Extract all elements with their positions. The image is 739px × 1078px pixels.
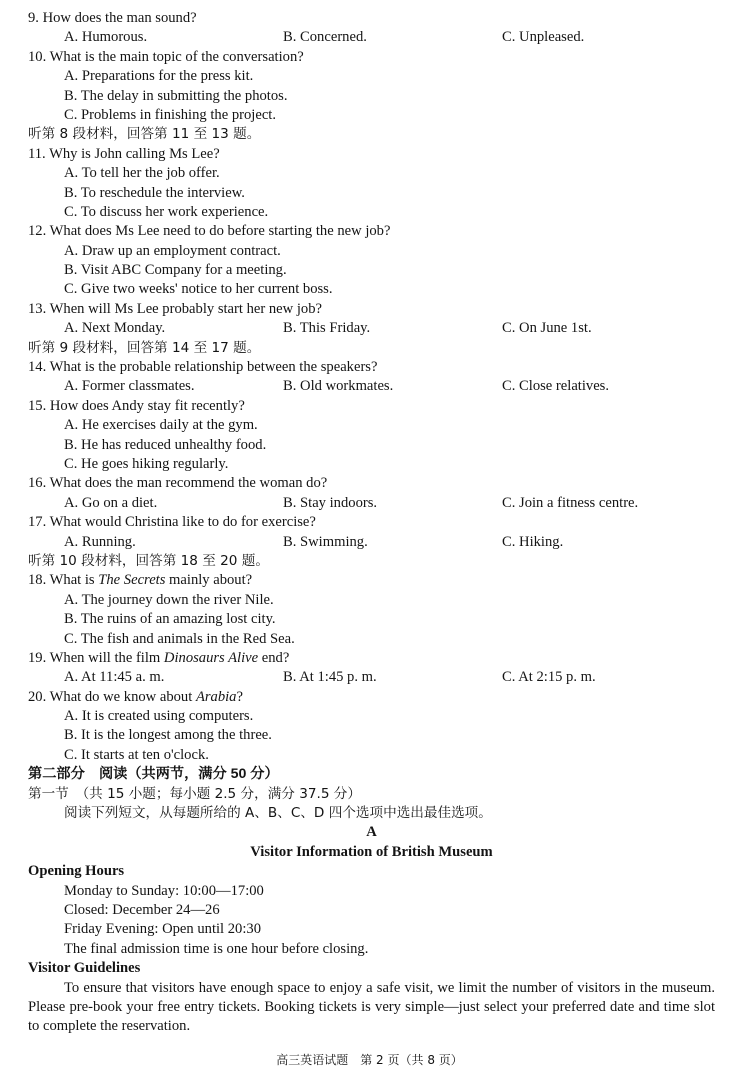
question-11: 11. Why is John calling Ms Lee? [28, 145, 220, 162]
option-c: C. Close relatives. [502, 378, 610, 395]
option-a: A. Preparations for the press kit. [64, 68, 254, 85]
option-b: B. Swimming. [283, 533, 368, 550]
option-b: B. Visit ABC Company for a meeting. [64, 262, 287, 279]
option-b: B. He has reduced unhealthy food. [64, 436, 267, 453]
question-13: 13. When will Ms Lee probably start her new job? [28, 300, 322, 317]
option-c: C. Unpleased. [502, 29, 585, 46]
question-9: 9. How does the man sound? [28, 10, 197, 26]
option-a: A. Next Monday. [64, 320, 166, 337]
question-19-options [28, 668, 715, 687]
option-c: C. On June 1st. [502, 320, 592, 337]
option-a: A. Draw up an employment contract. [64, 242, 281, 259]
option-a: A. Running. [64, 533, 136, 550]
work-title: The Secrets [98, 572, 166, 589]
opening-hours-heading: Opening Hours [28, 863, 125, 880]
reading-instruction: 阅读下列短文，从每题所给的 A、B、C、D 四个选项中选出最佳选项。 [64, 805, 492, 822]
option-a: A. To tell her the job offer. [64, 165, 220, 182]
option-b: B. The ruins of an amazing lost city. [64, 611, 276, 628]
opening-line: Monday to Sunday: 10:00—17:00 [64, 882, 264, 899]
section-instruction: 听第 9 段材料，回答第 14 至 17 题。 [28, 339, 261, 356]
question-15: 15. How does Andy stay fit recently? [28, 397, 245, 414]
option-c: C. Problems in finishing the project. [64, 106, 276, 123]
section-instruction: 听第 10 段材料，回答第 18 至 20 题。 [28, 552, 269, 569]
opening-line: Friday Evening: Open until 20:30 [64, 921, 261, 938]
option-a: A. Go on a diet. [64, 494, 158, 511]
question-14: 14. What is the probable relationship between the speakers? [28, 359, 378, 376]
opening-line: Closed: December 24—26 [64, 901, 220, 918]
question-17: 17. What would Christina like to do for exercise? [28, 514, 316, 531]
passage-title: Visitor Information of British Museum [250, 843, 493, 860]
passage-letter: A [366, 824, 377, 841]
option-c: C. Join a fitness centre. [502, 494, 639, 511]
question-14-options [28, 377, 715, 396]
option-a: A. Humorous. [64, 29, 148, 46]
option-b: B. Concerned. [283, 29, 367, 46]
visitor-guidelines-heading: Visitor Guidelines [28, 960, 141, 977]
option-b: B. Old workmates. [283, 378, 394, 395]
option-c: C. Give two weeks' notice to her current boss. [64, 281, 333, 298]
work-title: Dinosaurs Alive [163, 649, 259, 666]
question-13-options [28, 319, 715, 338]
option-b: B. This Friday. [283, 320, 371, 337]
option-a: A. At 11:45 a. m. [64, 669, 165, 686]
question-16: 16. What does the man recommend the woman do? [28, 475, 328, 492]
option-a: A. The journey down the river Nile. [64, 591, 274, 608]
option-b: B. It is the longest among the three. [64, 727, 272, 744]
option-c: C. At 2:15 p. m. [502, 669, 596, 686]
option-b: B. To reschedule the interview. [64, 184, 245, 201]
page-footer: 高三英语试题 第 2 页（共 8 页） [276, 1053, 463, 1067]
section-instruction: 听第 8 段材料，回答第 11 至 13 题。 [28, 126, 261, 143]
option-c: C. The fish and animals in the Red Sea. [64, 630, 295, 647]
option-c: C. He goes hiking regularly. [64, 455, 229, 472]
option-a: A. It is created using computers. [64, 708, 254, 725]
option-b: B. At 1:45 p. m. [283, 669, 377, 686]
option-c: C. To discuss her work experience. [64, 203, 269, 220]
question-9-options [28, 28, 715, 47]
option-c: C. It starts at ten o'clock. [64, 746, 209, 763]
option-b: B. The delay in submitting the photos. [64, 87, 288, 104]
question-20: 20. What do we know about Arabia? [28, 688, 243, 705]
option-a: A. Former classmates. [64, 378, 195, 395]
visitor-guidelines-paragraph: To ensure that visitors have enough space to enjoy a safe visit, we limit the number of visitors in the museum. Please pre-book your free entry tickets. Booking tickets is very simple—just select your preferred date and time slot to complete the reservation. [28, 979, 715, 1035]
opening-line: The final admission time is one hour before closing. [64, 940, 369, 957]
question-17-options [28, 533, 715, 552]
part-title: 第二部分 阅读（共两节，满分 50 分） [28, 766, 279, 783]
option-c: C. Hiking. [502, 533, 564, 550]
option-b: B. Stay indoors. [283, 494, 378, 511]
work-title: Arabia [195, 688, 237, 705]
question-12: 12. What does Ms Lee need to do before starting the new job? [28, 223, 391, 240]
section-title: 第一节 （共 15 小题；每小题 2.5 分，满分 37.5 分） [28, 785, 361, 802]
question-19: 19. When will the film Dinosaurs Alive end? [28, 649, 290, 666]
option-a: A. He exercises daily at the gym. [64, 417, 258, 434]
question-10: 10. What is the main topic of the conversation? [28, 48, 304, 65]
question-18: 18. What is The Secrets mainly about? [28, 572, 253, 589]
question-16-options [28, 494, 715, 513]
